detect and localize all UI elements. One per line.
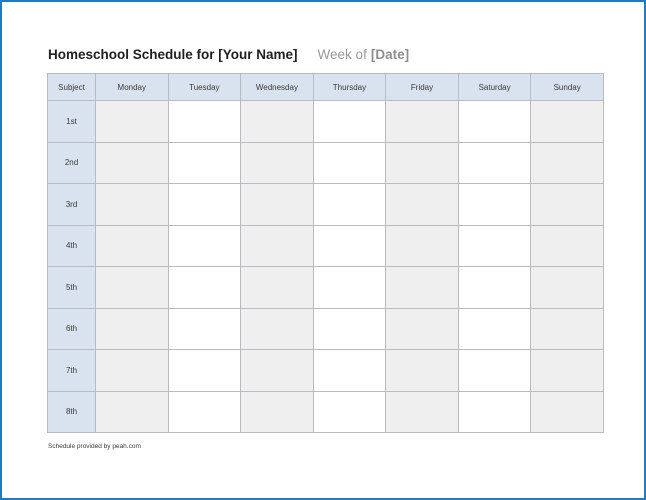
schedule-cell-monday[interactable] — [96, 101, 169, 143]
schedule-cell-friday[interactable] — [386, 308, 459, 350]
day-header-monday: Monday — [96, 74, 169, 101]
day-header-sunday: Sunday — [531, 74, 604, 101]
table-row — [48, 267, 604, 309]
schedule-cell-saturday[interactable] — [458, 101, 531, 143]
period-label: 3rd — [48, 184, 96, 226]
period-label: 4th — [48, 225, 96, 267]
period-label: 8th — [48, 391, 96, 433]
schedule-cell-saturday[interactable] — [458, 184, 531, 226]
schedule-cell-thursday[interactable] — [313, 308, 386, 350]
schedule-cell-monday[interactable] — [96, 350, 169, 392]
header — [48, 47, 409, 67]
schedule-cell-sunday[interactable] — [531, 391, 604, 433]
schedule-cell-wednesday[interactable] — [241, 308, 314, 350]
schedule-cell-saturday[interactable] — [458, 225, 531, 267]
schedule-cell-friday[interactable] — [386, 101, 459, 143]
schedule-cell-sunday[interactable] — [531, 184, 604, 226]
schedule-cell-friday[interactable] — [386, 225, 459, 267]
schedule-cell-monday[interactable] — [96, 391, 169, 433]
schedule-cell-sunday[interactable] — [531, 225, 604, 267]
schedule-cell-monday[interactable] — [96, 225, 169, 267]
schedule-cell-thursday[interactable] — [313, 391, 386, 433]
schedule-cell-sunday[interactable] — [531, 101, 604, 143]
schedule-cell-wednesday[interactable] — [241, 391, 314, 433]
schedule-cell-sunday[interactable] — [531, 267, 604, 309]
schedule-cell-monday[interactable] — [96, 267, 169, 309]
schedule-cell-saturday[interactable] — [458, 391, 531, 433]
schedule-cell-sunday[interactable] — [531, 350, 604, 392]
table-row — [48, 101, 604, 143]
schedule-cell-tuesday[interactable] — [168, 142, 241, 184]
schedule-cell-wednesday[interactable] — [241, 225, 314, 267]
schedule-cell-tuesday[interactable] — [168, 184, 241, 226]
schedule-cell-thursday[interactable] — [313, 267, 386, 309]
subject-header: Subject — [48, 74, 96, 101]
schedule-cell-tuesday[interactable] — [168, 267, 241, 309]
schedule-cell-wednesday[interactable] — [241, 184, 314, 226]
schedule-cell-thursday[interactable] — [313, 101, 386, 143]
week-of — [318, 47, 410, 62]
schedule-table — [47, 73, 604, 433]
schedule-cell-friday[interactable] — [386, 350, 459, 392]
period-label: 2nd — [48, 142, 96, 184]
schedule-cell-saturday[interactable] — [458, 350, 531, 392]
table-row — [48, 391, 604, 433]
schedule-body — [48, 101, 604, 433]
period-label: 5th — [48, 267, 96, 309]
schedule-cell-friday[interactable] — [386, 391, 459, 433]
schedule-cell-wednesday[interactable] — [241, 142, 314, 184]
schedule-cell-thursday[interactable] — [313, 142, 386, 184]
schedule-title: Homeschool Schedule for [Your Name] — [48, 47, 298, 62]
table-row — [48, 225, 604, 267]
day-header-saturday: Saturday — [458, 74, 531, 101]
schedule-cell-wednesday[interactable] — [241, 267, 314, 309]
schedule-cell-monday[interactable] — [96, 184, 169, 226]
schedule-cell-tuesday[interactable] — [168, 225, 241, 267]
schedule-cell-saturday[interactable] — [458, 308, 531, 350]
schedule-cell-thursday[interactable] — [313, 184, 386, 226]
table-row — [48, 142, 604, 184]
schedule-cell-thursday[interactable] — [313, 225, 386, 267]
day-header-wednesday: Wednesday — [241, 74, 314, 101]
schedule-cell-saturday[interactable] — [458, 267, 531, 309]
schedule-cell-thursday[interactable] — [313, 350, 386, 392]
schedule-cell-monday[interactable] — [96, 308, 169, 350]
day-header-tuesday: Tuesday — [168, 74, 241, 101]
schedule-cell-friday[interactable] — [386, 184, 459, 226]
schedule-cell-friday[interactable] — [386, 267, 459, 309]
table-row — [48, 184, 604, 226]
schedule-cell-tuesday[interactable] — [168, 391, 241, 433]
table-row — [48, 308, 604, 350]
schedule-cell-wednesday[interactable] — [241, 350, 314, 392]
schedule-cell-sunday[interactable] — [531, 142, 604, 184]
schedule-cell-sunday[interactable] — [531, 308, 604, 350]
schedule-cell-saturday[interactable] — [458, 142, 531, 184]
schedule-cell-tuesday[interactable] — [168, 308, 241, 350]
schedule-cell-tuesday[interactable] — [168, 101, 241, 143]
period-label: 1st — [48, 101, 96, 143]
day-header-friday: Friday — [386, 74, 459, 101]
schedule-cell-monday[interactable] — [96, 142, 169, 184]
period-label: 6th — [48, 308, 96, 350]
schedule-cell-tuesday[interactable] — [168, 350, 241, 392]
period-label: 7th — [48, 350, 96, 392]
schedule-cell-friday[interactable] — [386, 142, 459, 184]
week-date[interactable]: [Date] — [370, 47, 410, 62]
schedule-cell-wednesday[interactable] — [241, 101, 314, 143]
table-header-row — [48, 74, 604, 101]
footer-note: Schedule provided by peah.com — [48, 443, 141, 450]
table-row — [48, 350, 604, 392]
week-label: Week of — [317, 47, 367, 62]
day-header-thursday: Thursday — [313, 74, 386, 101]
